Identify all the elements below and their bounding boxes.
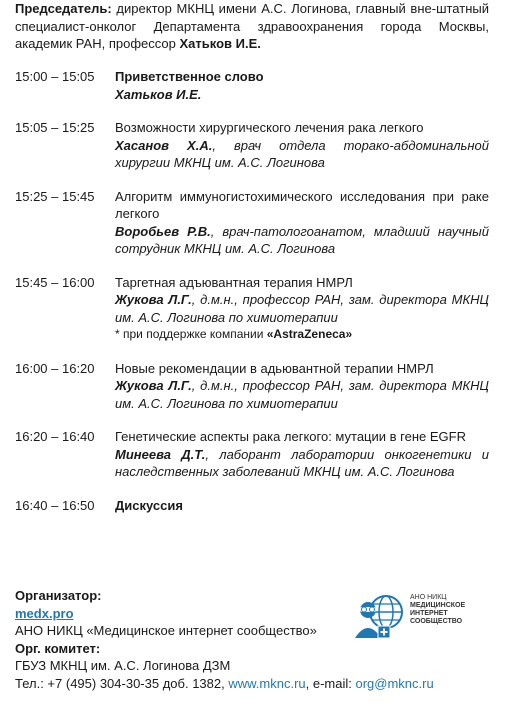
program-speaker [115,137,489,172]
speaker-info: , лаборант лаборатории онкогенетики и наследственных заболеваний МКНЦ им. А.С. Логинова [115,446,489,479]
program-time: 16:20 – 16:40 [15,429,95,444]
logo-line: СООБЩЕСТВО [410,618,463,625]
speaker-name: Жукова Л.Г. [115,378,192,393]
organizer-name: АНО НИКЦ «Медицинское интернет сообщество» [15,623,317,638]
program-list [15,68,489,530]
committee-name: ГБУЗ МКНЦ им. А.С. Логинова ДЗМ [15,658,231,673]
program-speaker [115,86,489,104]
speaker-name: Воробьев Р.В. [115,223,211,239]
contact-line [15,675,489,693]
program-speaker [115,446,489,481]
chairman-label: Председатель: [15,1,112,16]
sponsor-text: * при поддержке компании [115,327,267,341]
program-title: Таргетная адъювантная терапия НМРЛ [115,274,353,290]
site-link[interactable]: www.mknc.ru [228,675,306,691]
logo-line: ИНТЕРНЕТ [410,610,448,617]
doctor-globe-icon [352,590,406,640]
chairman-paragraph [15,0,489,53]
program-time: 15:05 – 15:25 [15,120,95,135]
program-speaker [115,291,489,326]
program-item [15,274,489,344]
program-item [15,188,489,258]
program-item [15,68,489,103]
program-item [15,428,489,481]
program-time: 16:00 – 16:20 [15,360,95,376]
program-title: Возможности хирургического лечения рака легкого [115,120,424,135]
speaker-name: Хасанов Х.А. [115,137,213,153]
email-link[interactable]: org@mknc.ru [355,675,434,691]
sponsor-company: «AstraZeneca» [266,327,353,341]
program-time: 16:40 – 16:50 [15,497,95,513]
program-title: Приветственное слово [115,69,264,84]
speaker-name: Минеева Д.Т. [115,446,206,462]
program-speaker [115,377,489,412]
program-time: 15:45 – 16:00 [15,274,95,290]
program-time: 15:25 – 15:45 [15,188,95,204]
program-item [15,360,489,413]
speaker-info: , д.м.н., профессор РАН, зам. директора МКНЦ им. А.С. Логинова по химиотерапии [115,378,489,411]
speaker-name: Жукова Л.Г. [115,292,192,307]
committee-label: Орг. комитет: [15,640,101,656]
chairman-name: Хатьков И.Е. [179,36,261,51]
speaker-info: , врач отдела торако-абдоминальной хирургии МКНЦ им. А.С. Логинова [115,137,489,170]
speaker-info: , врач-патологоанатом, младший научный сотрудник МКНЦ им. А.С. Логинова [115,223,489,256]
logo-line: АНО НИКЦ [410,594,447,601]
program-title: Дискуссия [115,497,183,513]
logo-line: МЕДИЦИНСКОЕ [410,602,466,609]
program-title: Алгоритм иммуногистохимического исследования при раке легкого [115,188,489,221]
organizer-logo [352,590,492,640]
program-title: Новые рекомендации в адьювантной терапии НМРЛ [115,360,434,376]
contact-email-label: , e-mail: [305,675,356,691]
chairman-description: директор МКНЦ имени А.С. Логинова, главный вне-штатный специалист-онколог Департамента здравоохранения города Москвы, академик РАН, профессор [15,1,489,51]
program-time: 15:00 – 15:05 [15,69,95,84]
program-item [15,497,489,515]
sponsor-note [115,326,489,344]
program-item [15,119,489,172]
speaker-name: Хатьков И.Е. [115,86,202,102]
contact-phone: Тел.: +7 (495) 304-30-35 доб. 1382, [15,675,229,691]
logo-text [410,594,465,626]
program-speaker [115,223,489,258]
organizer-link[interactable]: medx.pro [15,605,74,621]
speaker-info: , д.м.н., профессор РАН, зам. директора МКНЦ им. А.С. Логинова по химиотерапии [115,292,489,325]
program-title: Генетические аспекты рака легкого: мутации в гене EGFR [115,429,466,444]
organizer-label: Организатор: [15,588,102,603]
